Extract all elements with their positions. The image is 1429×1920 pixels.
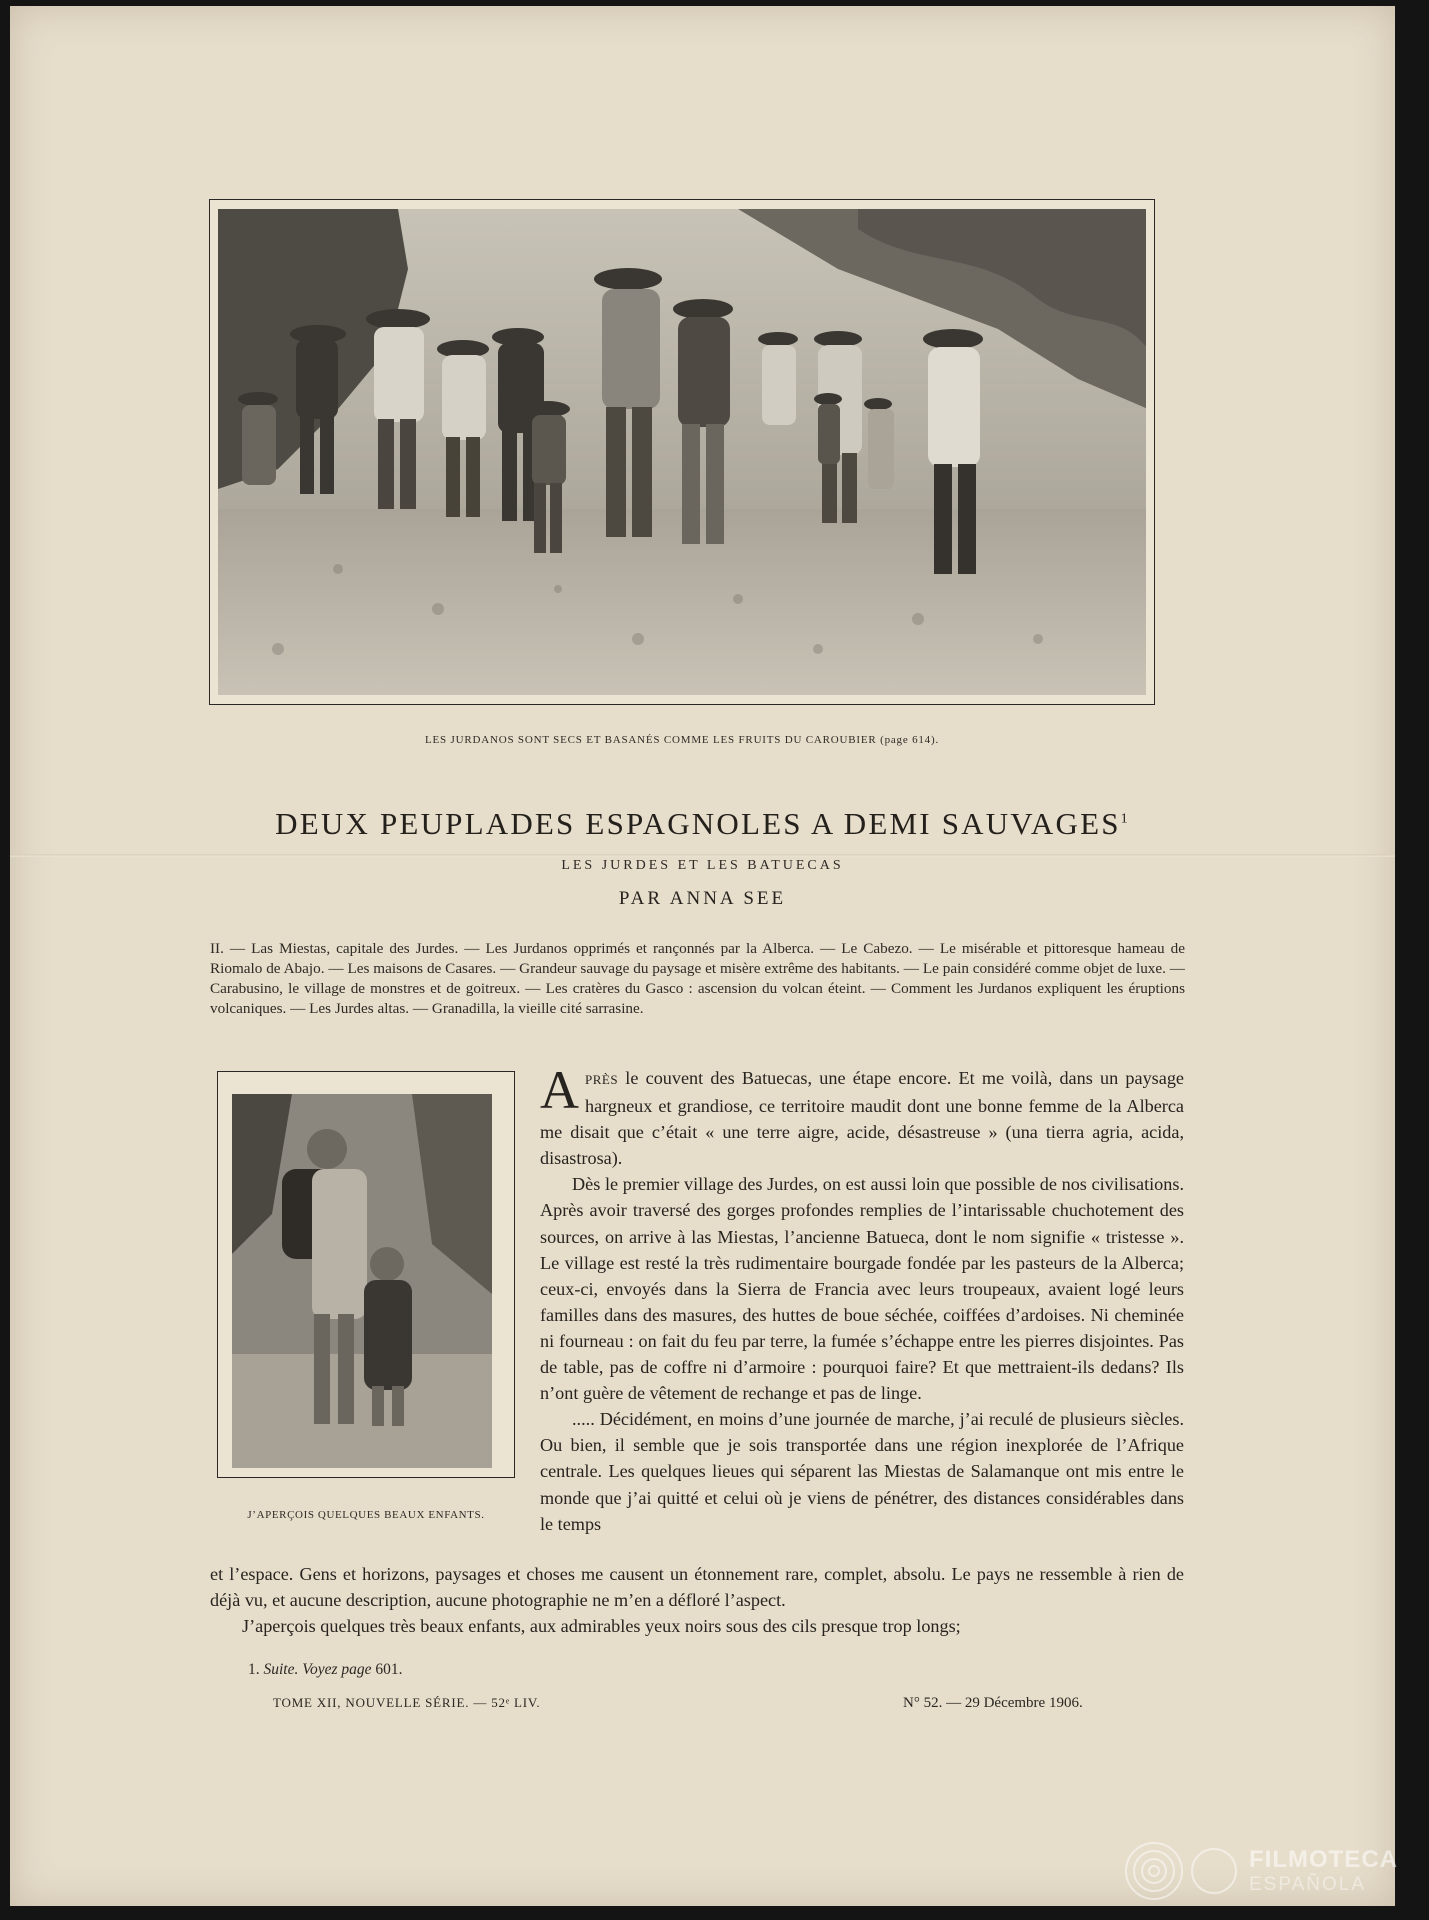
side-photo-children	[232, 1094, 492, 1468]
document-page	[10, 6, 1395, 1906]
article-title	[10, 806, 1395, 842]
drop-cap: A	[540, 1060, 579, 1120]
spiral-logo-icon	[1119, 1836, 1239, 1906]
article-author: PAR ANNA SEE	[618, 888, 787, 909]
footer-volume-info: TOME XII, NOUVELLE SÉRIE. — 52ᵉ LIV.	[273, 1695, 541, 1710]
paragraph-1	[540, 1060, 1184, 1171]
footnote-number: 1.	[248, 1661, 260, 1678]
watermark-line-2: ESPAÑOLA	[1249, 1874, 1367, 1895]
top-photo-image	[218, 209, 1146, 695]
paragraph-4: J’aperçois quelques très beaux enfants, aux admirables yeux noirs sous des cils presque trop longs;	[242, 1616, 961, 1637]
article-title-text: DEUX PEUPLADES ESPAGNOLES A DEMI SAUVAGES	[275, 806, 1121, 841]
watermark-line-1: FILMOTECA	[1249, 1846, 1398, 1873]
paragraph-3: ..... Décidément, en moins d’une journée de marche, j’ai reculé de plusieurs siècles. Ou bien, il semble que je sois transportée dans une région inexplorée de l’Afrique centrale. Les quelques lieues qui séparent las Miestas de Salamanque ont mis entre le monde que j’ai quitté et celui où je viens de pénétrer, des distances considérables dans le temps	[540, 1409, 1184, 1534]
top-photo-group-of-jurdanos	[218, 209, 1146, 695]
paragraph-1-smallcaps: PRÈS	[585, 1072, 619, 1087]
footnote	[248, 1661, 403, 1679]
paragraph-2: Dès le premier village des Jurdes, on est aussi loin que possible de nos civilisations. Après avoir traversé des gorges profondes remplies de l’intarissable chuchotement des sources, on arrive à las Miestas, l’ancienne Batueca, dont le nom signifie « tristesse ». Le village est resté la très rudimentaire bourgade fondée par les pasteurs de la Alberca; ceux-ci, envoyés dans la Sierra de Francia avec leurs troupeaux, avaient logé leurs familles dans des masures, des huttes de boue séchée, coiffées d’ardoises. Ni cheminée ni fourneau : on fait du feu par terre, la fumée s’échappe entre les pierres disjointes. Pas de table, pas de coffre ni d’armoire : pourquoi faire? Et que mettraient-ils dedans? Ils n’ont guère de vêtement de rechange et pas de linge.	[540, 1174, 1184, 1404]
article-body-column	[540, 1060, 1184, 1537]
side-photo-frame	[217, 1071, 515, 1478]
side-photo-image	[232, 1094, 492, 1468]
footnote-page: 601.	[375, 1661, 403, 1678]
title-footnote-marker: 1	[1120, 811, 1130, 827]
chapter-summary: II. — Las Miestas, capitale des Jurdes. — Les Jurdanos opprimés et rançonnés par la Alberca. — Le Cabezo. — Le misérable et pittoresque hameau de Riomalo de Abajo. — Les maisons de Casares. — Grandeur sauvage du paysage et misère extrême des habitants. — Le pain considéré comme objet de luxe. — Carabusino, le village de monstres et de goitreux. — Les cratères du Gasco : ascension du volcan éteint. — Comment les Jurdanos expliquent les éruptions volcaniques. — Les Jurdes altas. — Granadilla, la vieille cité sarrasine.	[210, 940, 1185, 1017]
paragraph-1-text: le couvent des Batuecas, une étape encore. Et me voilà, dans un paysage hargneux et grandiose, ce territoire maudit dont une bonne femme de la Alberca me disait que c’était « une terre aigre, acide, désastreuse » (una tierra agria, acida, disastrosa).	[540, 1068, 1184, 1169]
archive-watermark	[1119, 1836, 1419, 1906]
article-subtitle: LES JURDES ET LES BATUECAS	[561, 858, 844, 873]
top-photo-frame	[209, 199, 1155, 705]
side-photo-caption: J’APERÇOIS QUELQUES BEAUX ENFANTS.	[247, 1509, 485, 1521]
footnote-text: Suite. Voyez page	[263, 1661, 372, 1678]
paragraph-3-continued: et l’espace. Gens et horizons, paysages et choses me causent un étonnement rare, complet, absolu. Le pays ne ressemble à rien de déjà vu, et aucune description, aucune photographie ne m’en a défloré l’aspect.	[210, 1564, 1184, 1611]
top-photo-caption: LES JURDANOS SONT SECS ET BASANÉS COMME LES FRUITS DU CAROUBIER (page 614).	[425, 734, 939, 746]
footer-issue-date: N° 52. — 29 Décembre 1906.	[903, 1695, 1083, 1711]
article-body-wide	[210, 1561, 1184, 1639]
